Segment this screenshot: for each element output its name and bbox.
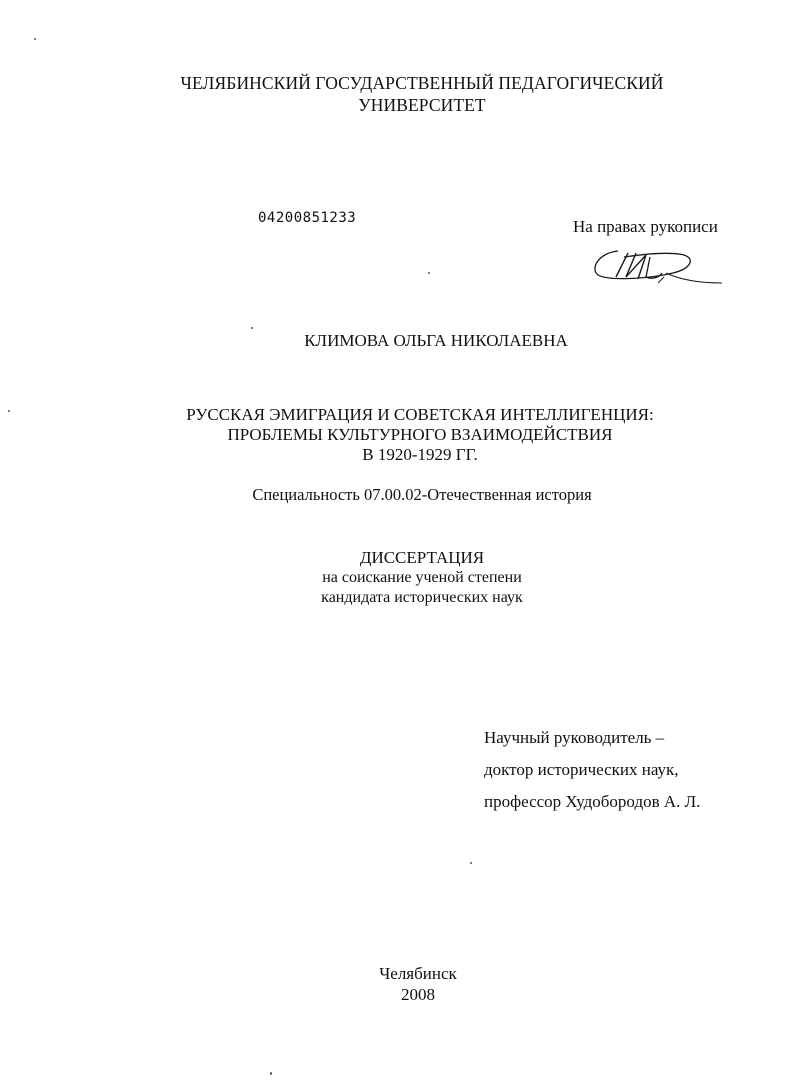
scan-speck: [428, 272, 430, 274]
university-name: [26, 72, 792, 116]
advisor-line-2: доктор исторических наук,: [484, 760, 679, 779]
advisor-line-3: профессор Худобородов А. Л.: [484, 792, 701, 811]
scientific-advisor: [484, 722, 700, 818]
dissertation-heading: ДИССЕРТАЦИЯ: [359, 548, 485, 567]
scan-speck: [251, 327, 253, 329]
manuscript-rights-label: На правах рукописи: [573, 217, 718, 236]
advisor-line-1: Научный руководитель –: [484, 728, 665, 747]
title-line-1: РУССКАЯ ЭМИГРАЦИЯ И СОВЕТСКАЯ ИНТЕЛЛИГЕНЦИЯ:: [186, 405, 654, 424]
university-line-1: ЧЕЛЯБИНСКИЙ ГОСУДАРСТВЕННЫЙ ПЕДАГОГИЧЕСКИЙ: [180, 73, 664, 93]
scan-speck: [470, 862, 472, 864]
scan-speck: [34, 38, 36, 40]
place: Челябинск: [379, 964, 457, 983]
specialty: Специальность 07.00.02-Отечественная история: [252, 485, 592, 504]
title-line-3: В 1920-1929 ГГ.: [362, 445, 478, 464]
degree-line-2: кандидата исторических наук: [321, 589, 523, 606]
university-line-2: УНИВЕРСИТЕТ: [358, 95, 486, 115]
scan-speck: [270, 1072, 272, 1075]
author-name: КЛИМОВА ОЛЬГА НИКОЛАЕВНА: [304, 331, 568, 350]
place-and-year: [22, 963, 792, 1005]
scan-speck: [8, 410, 10, 412]
title-line-2: ПРОБЛЕМЫ КУЛЬТУРНОГО ВЗАИМОДЕЙСТВИЯ: [227, 425, 613, 444]
signature-icon: [588, 243, 728, 295]
dissertation-type: [26, 548, 792, 608]
degree-line-1: на соискание ученой степени: [322, 569, 522, 586]
year: 2008: [401, 985, 435, 1004]
dissertation-title: [24, 405, 792, 465]
catalog-code: 04200851233: [258, 210, 357, 226]
